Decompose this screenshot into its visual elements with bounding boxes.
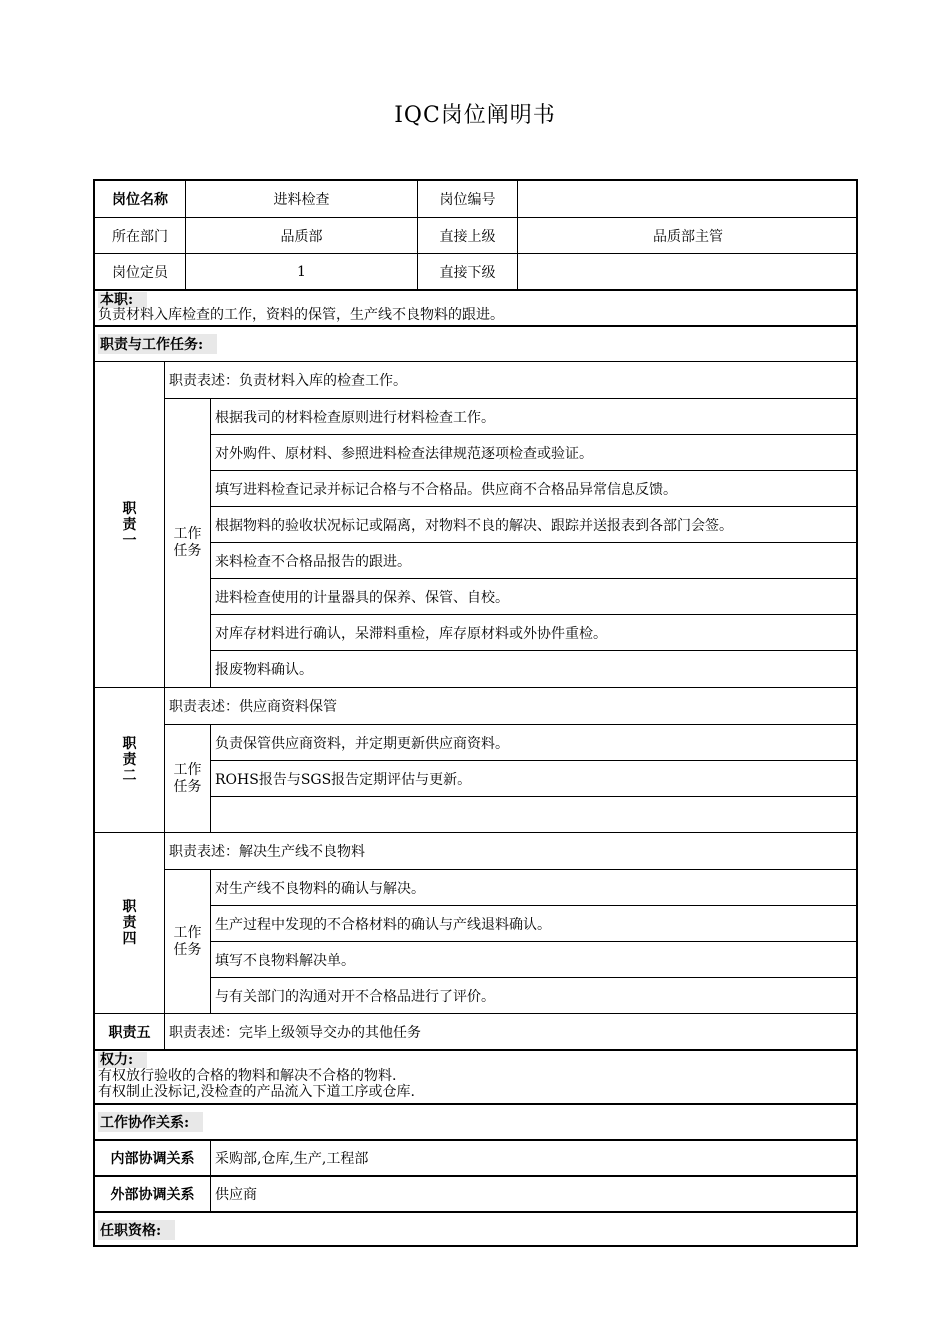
dept-value: 品质部: [186, 218, 418, 253]
position-no-label: 岗位编号: [418, 181, 518, 217]
job-description-table: [93, 179, 858, 1247]
authority-section: [95, 1049, 856, 1103]
qualification-label: 任职资格:: [98, 1220, 175, 1240]
task-row: 根据物料的验收状况标记或隔离，对物料不良的解决、跟踪并送报表到各部门会签。: [211, 506, 858, 542]
collaboration-header: [95, 1103, 856, 1139]
task-row: 进料检查使用的计量器具的保养、保管、自校。: [211, 578, 858, 614]
responsibility-4-task-label: 工作 任务: [165, 869, 211, 1013]
collaboration-label: 工作协作关系:: [98, 1112, 203, 1132]
headcount-value: 1: [186, 254, 418, 289]
external-collab-value: 供应商: [215, 1187, 257, 1203]
responsibility-5-desc: 职责表述：完毕上级领导交办的其他任务: [169, 1024, 421, 1041]
responsibility-1: [95, 361, 856, 687]
document-title: IQC岗位阐明书: [394, 103, 556, 128]
external-collab-label: 外部协调关系: [95, 1177, 211, 1211]
task-row: 填写进料检查记录并标记合格与不合格品。供应商不合格品异常信息反馈。: [211, 470, 858, 506]
responsibility-5-label: 职责五: [95, 1014, 165, 1049]
task-row: 根据我司的材料检查原则进行材料检查工作。: [211, 398, 858, 434]
task-row: 来料检查不合格品报告的跟进。: [211, 542, 858, 578]
task-row: 填写不良物料解决单。: [211, 941, 858, 977]
authority-line: 有权放行验收的合格的物料和解决不合格的物料.: [98, 1068, 397, 1084]
task-row: 对库存材料进行确认，呆滞料重检，库存原材料或外协件重检。: [211, 614, 858, 650]
task-row: 对生产线不良物料的确认与解决。: [211, 869, 858, 905]
responsibility-2: [95, 687, 856, 832]
info-row-2: [95, 217, 856, 253]
responsibility-5: [95, 1013, 856, 1049]
subordinate-label: 直接下级: [418, 254, 518, 289]
responsibility-4-label: 职 责 四: [95, 833, 165, 1013]
task-row: [211, 796, 858, 832]
task-row: 对外购件、原材料、参照进料检查法律规范逐项检查或验证。: [211, 434, 858, 470]
external-collab-row: [95, 1175, 856, 1211]
task-row: 生产过程中发现的不合格材料的确认与产线退料确认。: [211, 905, 858, 941]
superior-label: 直接上级: [418, 218, 518, 253]
position-name-value: 进料检查: [186, 181, 418, 217]
responsibility-2-desc: 职责表述：供应商资料保管: [169, 699, 337, 715]
duty-text: 负责材料入库检查的工作，资料的保管，生产线不良物料的跟进。: [98, 307, 504, 323]
position-name-label: 岗位名称: [95, 181, 186, 217]
info-row-3: [95, 253, 856, 289]
internal-collab-row: [95, 1139, 856, 1175]
headcount-label: 岗位定员: [95, 254, 186, 289]
duty-section: [95, 289, 856, 325]
task-row: 与有关部门的沟通对开不合格品进行了评价。: [211, 977, 858, 1013]
responsibility-4: [95, 832, 856, 1013]
duty-label: 本职:: [98, 292, 147, 308]
internal-collab-value: 采购部,仓库,生产,工程部: [215, 1151, 369, 1167]
position-no-value: [518, 181, 858, 217]
internal-collab-label: 内部协调关系: [95, 1141, 211, 1175]
subordinate-value: [518, 254, 858, 289]
responsibility-4-desc: 职责表述：解决生产线不良物料: [169, 844, 365, 860]
responsibility-1-task-label: 工作 任务: [165, 398, 211, 687]
responsibilities-header: [95, 325, 856, 361]
info-row-1: [95, 181, 856, 217]
task-row: ROHS报告与SGS报告定期评估与更新。: [211, 760, 858, 796]
responsibilities-header-label: 职责与工作任务:: [98, 334, 217, 354]
responsibility-2-task-label: 工作 任务: [165, 724, 211, 832]
responsibility-1-desc: 职责表述：负责材料入库的检查工作。: [169, 373, 407, 389]
authority-line: 有权制止没标记,没检查的产品流入下道工序或仓库.: [98, 1084, 415, 1100]
task-row: 负责保管供应商资料，并定期更新供应商资料。: [211, 724, 858, 760]
authority-label: 权力:: [98, 1052, 147, 1068]
responsibility-2-label: 职 责 二: [95, 688, 165, 832]
responsibility-1-label: 职 责 一: [95, 362, 165, 687]
qualification-section: [95, 1211, 856, 1247]
task-row: 报废物料确认。: [211, 650, 858, 687]
dept-label: 所在部门: [95, 218, 186, 253]
superior-value: 品质部主管: [653, 228, 723, 245]
